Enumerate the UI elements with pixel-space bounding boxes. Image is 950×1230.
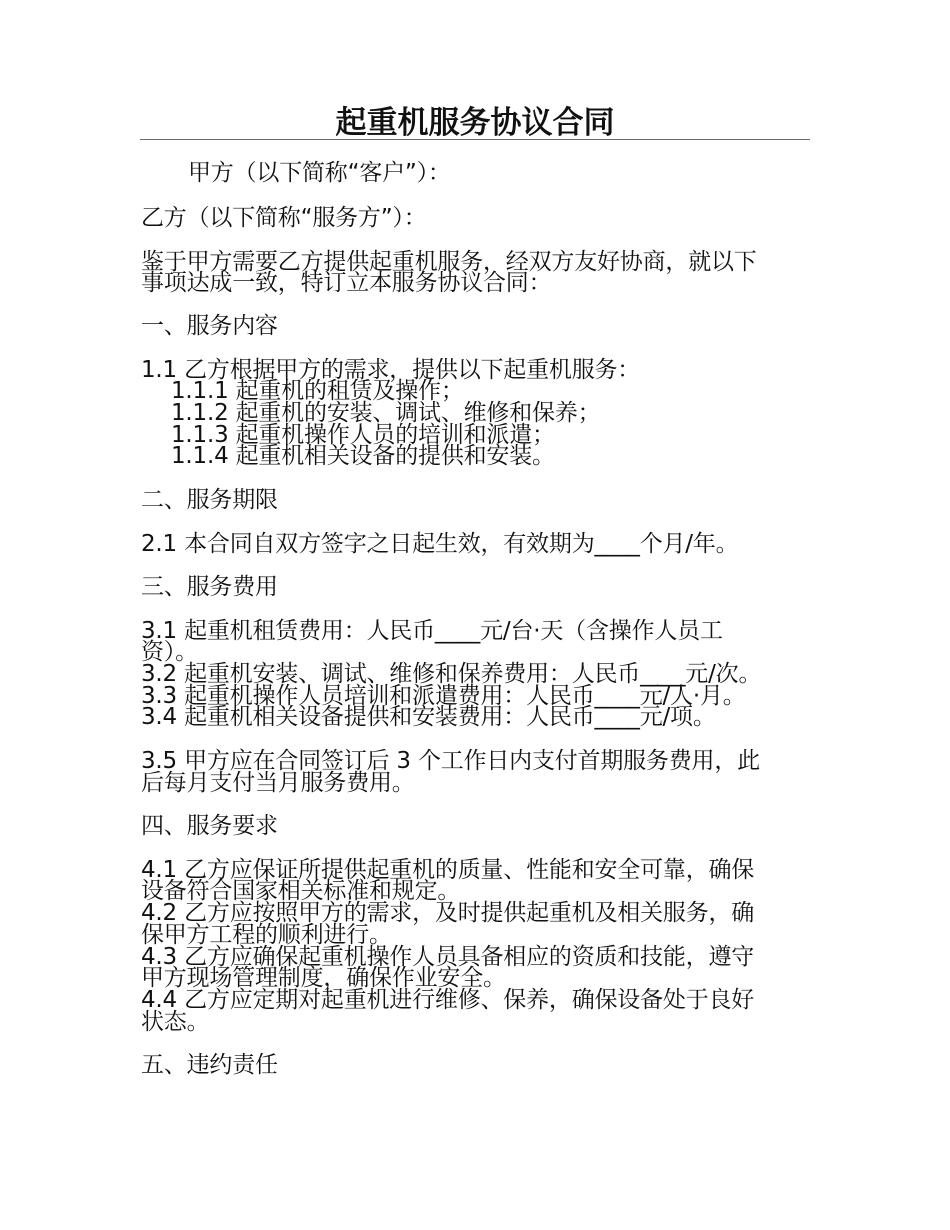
party-b-line: 乙方（以下简称“服务方”）： (141, 205, 427, 231)
clause-3-1-line-2: 资）。 (141, 639, 198, 665)
title-underline (140, 139, 810, 140)
clause-3-5-line-2: 后每月支付当月服务费用。 (141, 770, 415, 796)
preamble-line-1: 鉴于甲方需要乙方提供起重机服务，经双方友好协商，就以下 (141, 249, 757, 275)
clause-4-1-line-2: 设备符合国家相关标准和规定。 (141, 878, 461, 904)
party-a-line: 甲方（以下简称“客户”）： (188, 160, 451, 186)
clause-4-2-line-1: 4.2 乙方应按照甲方的需求，及时提供起重机及相关服务，确 (141, 900, 755, 926)
section-1-heading: 一、服务内容 (141, 313, 278, 339)
preamble-line-2: 事项达成一致，特订立本服务协议合同： (141, 270, 552, 296)
clause-3-3: 3.3 起重机操作人员培训和派遣费用：人民币____元/人·月。 (141, 683, 746, 709)
clause-4-1-line-1: 4.1 乙方应保证所提供起重机的质量、性能和安全可靠，确保 (141, 857, 755, 883)
clause-4-2-line-2: 保甲方工程的顺利进行。 (141, 922, 392, 948)
clause-4-4-line-1: 4.4 乙方应定期对起重机进行维修、保养，确保设备处于良好 (141, 987, 755, 1013)
section-5-heading: 五、违约责任 (141, 1052, 278, 1078)
clause-2-1: 2.1 本合同自双方签字之日起生效，有效期为____个月/年。 (141, 531, 739, 557)
page-title: 起重机服务协议合同 (335, 105, 615, 141)
clause-1-1: 1.1 乙方根据甲方的需求，提供以下起重机服务： (141, 357, 641, 383)
section-2-heading: 二、服务期限 (141, 487, 278, 513)
clause-4-3-line-1: 4.3 乙方应确保起重机操作人员具备相应的资质和技能，遵守 (141, 944, 755, 970)
clause-3-1-line-1: 3.1 起重机租赁费用：人民币____元/台·天（含操作人员工 (141, 618, 723, 644)
section-4-heading: 四、服务要求 (141, 813, 278, 839)
clause-1-1-1: 1.1.1 起重机的租赁及操作； (171, 378, 464, 404)
clause-3-5-line-1: 3.5 甲方应在合同签订后 3 个工作日内支付首期服务费用，此 (141, 748, 760, 774)
clause-3-2: 3.2 起重机安装、调试、维修和保养费用：人民币____元/次。 (141, 661, 762, 687)
clause-3-4: 3.4 起重机相关设备提供和安装费用：人民币____元/项。 (141, 704, 716, 730)
clause-1-1-2: 1.1.2 起重机的安装、调试、维修和保养； (171, 400, 601, 426)
clause-1-1-3: 1.1.3 起重机操作人员的培训和派遣； (171, 422, 555, 448)
clause-4-3-line-2: 甲方现场管理制度，确保作业安全。 (141, 965, 506, 991)
clause-1-1-4: 1.1.4 起重机相关设备的提供和安装。 (171, 443, 555, 469)
clause-4-4-line-2: 状态。 (141, 1009, 210, 1035)
section-3-heading: 三、服务费用 (141, 574, 278, 600)
